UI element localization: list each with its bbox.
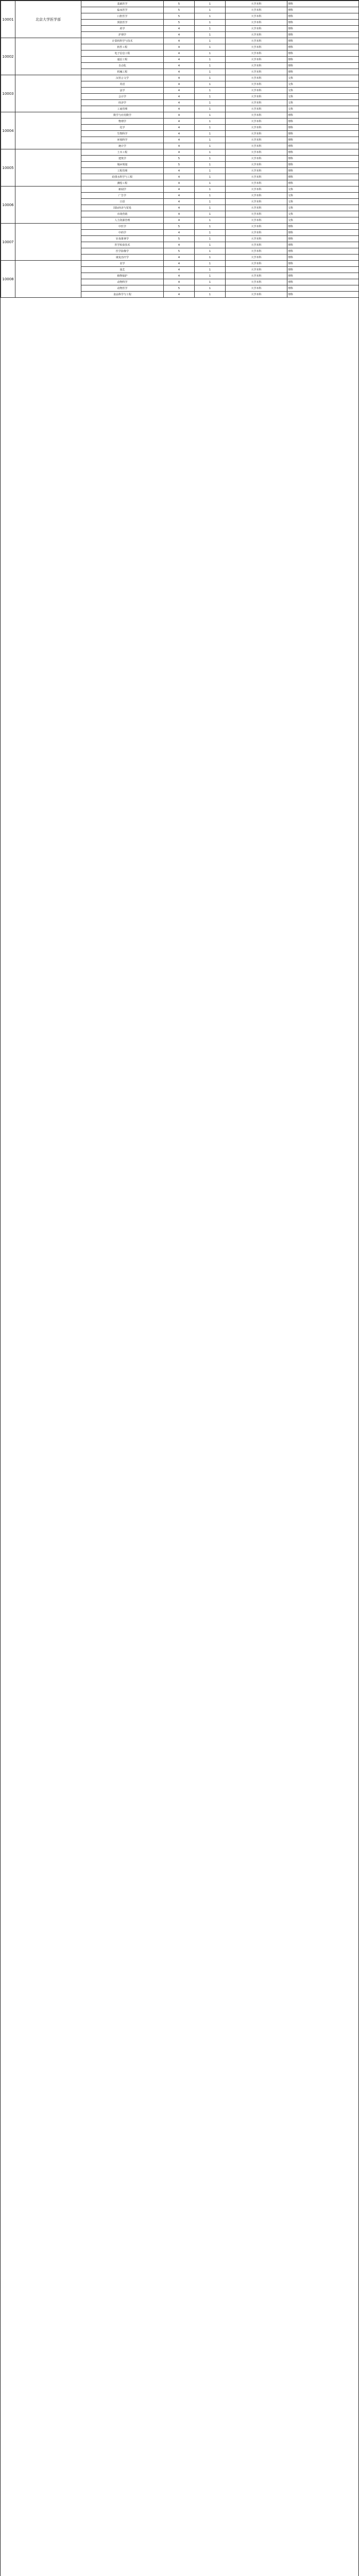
count: 1: [195, 174, 226, 180]
major-name: 动物科学: [81, 279, 164, 285]
note: 文科: [287, 94, 359, 100]
major-name: 给排水科学与工程: [81, 174, 164, 180]
level: 大学本科: [226, 106, 287, 112]
duration: 4: [164, 100, 195, 106]
level: 大学本科: [226, 217, 287, 224]
major-name: 人力资源管理: [81, 217, 164, 224]
major-name: 化学: [81, 125, 164, 131]
count: 1: [195, 7, 226, 13]
major-name: 医学检验技术: [81, 242, 164, 248]
duration: 5: [164, 248, 195, 255]
duration: 4: [164, 57, 195, 63]
duration: 5: [164, 162, 195, 168]
count: 1: [195, 20, 226, 26]
note: 文科: [287, 75, 359, 81]
level: 大学本科: [226, 26, 287, 32]
major-name: 土木工程: [81, 149, 164, 156]
level: 大学本科: [226, 75, 287, 81]
count: 1: [195, 187, 226, 193]
duration: 5: [164, 20, 195, 26]
note: 理科: [287, 143, 359, 149]
level: 大学本科: [226, 187, 287, 193]
note: 文科: [287, 193, 359, 199]
note: 理科: [287, 292, 359, 298]
school-code: 10004: [1, 112, 15, 149]
count: 1: [195, 255, 226, 261]
duration: 4: [164, 180, 195, 187]
major-name: 食品科学与工程: [81, 292, 164, 298]
count: 1: [195, 279, 226, 285]
major-name: 自动化: [81, 63, 164, 69]
count: 1: [195, 211, 226, 217]
duration: 4: [164, 205, 195, 211]
duration: 4: [164, 143, 195, 149]
school-code: 10006: [1, 187, 15, 224]
major-name: 植物保护: [81, 273, 164, 279]
table-row: [1, 1, 359, 7]
level: 大学本科: [226, 81, 287, 88]
major-name: 计算机科学与技术: [81, 38, 164, 44]
note: 理科: [287, 44, 359, 50]
duration: 4: [164, 193, 195, 199]
school-code: 10001: [1, 1, 15, 38]
count: 1: [195, 81, 226, 88]
duration: 4: [164, 118, 195, 125]
duration: 5: [164, 156, 195, 162]
level: 大学本科: [226, 118, 287, 125]
count: 1: [195, 143, 226, 149]
duration: 4: [164, 230, 195, 236]
duration: 4: [164, 273, 195, 279]
level: 大学本科: [226, 125, 287, 131]
count: 1: [195, 285, 226, 292]
table-row: [1, 75, 359, 81]
count: 1: [195, 75, 226, 81]
major-name: 市场营销: [81, 211, 164, 217]
count: 1: [195, 230, 226, 236]
duration: 4: [164, 26, 195, 32]
count: 1: [195, 248, 226, 255]
major-name: 数学与应用数学: [81, 112, 164, 118]
level: 大学本科: [226, 44, 287, 50]
level: 大学本科: [226, 242, 287, 248]
count: 1: [195, 44, 226, 50]
duration: 4: [164, 217, 195, 224]
major-name: 经济学: [81, 100, 164, 106]
level: 大学本科: [226, 279, 287, 285]
major-name: 中药学: [81, 230, 164, 236]
count: 1: [195, 137, 226, 143]
note: 理科: [287, 57, 359, 63]
duration: 4: [164, 44, 195, 50]
level: 大学本科: [226, 7, 287, 13]
table-row: [1, 149, 359, 156]
note: 理科: [287, 38, 359, 44]
school-name: [15, 187, 81, 224]
school-name: [15, 224, 81, 261]
school-name: [15, 38, 81, 75]
duration: 4: [164, 187, 195, 193]
major-name: 电子信息工程: [81, 50, 164, 57]
duration: 4: [164, 32, 195, 38]
count: 1: [195, 156, 226, 162]
major-name: 药学: [81, 26, 164, 32]
note: 理科: [287, 180, 359, 187]
level: 大学本科: [226, 292, 287, 298]
note: 文科: [287, 211, 359, 217]
major-name: 物理学: [81, 118, 164, 125]
count: 1: [195, 26, 226, 32]
level: 大学本科: [226, 205, 287, 211]
school-code: 10007: [1, 224, 15, 261]
level: 大学本科: [226, 69, 287, 75]
major-name: 会计学: [81, 94, 164, 100]
duration: 4: [164, 267, 195, 273]
table-row: [1, 112, 359, 118]
level: 大学本科: [226, 180, 287, 187]
count: 1: [195, 217, 226, 224]
note: 理科: [287, 156, 359, 162]
note: 理科: [287, 13, 359, 20]
note: 理科: [287, 50, 359, 57]
count: 1: [195, 273, 226, 279]
major-name: 国际经济与贸易: [81, 205, 164, 211]
table-body: [1, 1, 359, 298]
major-name: 农学: [81, 261, 164, 267]
major-name: 通信工程: [81, 57, 164, 63]
level: 大学本科: [226, 94, 287, 100]
major-name: 广告学: [81, 193, 164, 199]
level: 大学本科: [226, 50, 287, 57]
school-name: [15, 75, 81, 112]
duration: 4: [164, 106, 195, 112]
major-name: 建筑学: [81, 156, 164, 162]
count: 1: [195, 242, 226, 248]
major-name: 日语: [81, 199, 164, 205]
major-name: 汉语言文学: [81, 75, 164, 81]
major-name: 法学: [81, 88, 164, 94]
note: 理科: [287, 63, 359, 69]
count: 1: [195, 63, 226, 69]
count: 1: [195, 57, 226, 63]
note: 理科: [287, 279, 359, 285]
duration: 4: [164, 112, 195, 118]
major-name: 医学影像学: [81, 248, 164, 255]
duration: 4: [164, 69, 195, 75]
major-name: 中医学: [81, 224, 164, 230]
duration: 4: [164, 199, 195, 205]
duration: 4: [164, 125, 195, 131]
note: 理科: [287, 248, 359, 255]
note: 理科: [287, 236, 359, 242]
note: 理科: [287, 7, 359, 13]
level: 大学本科: [226, 13, 287, 20]
note: 理科: [287, 285, 359, 292]
level: 大学本科: [226, 248, 287, 255]
count: 1: [195, 1, 226, 7]
duration: 4: [164, 63, 195, 69]
count: 1: [195, 149, 226, 156]
level: 大学本科: [226, 131, 287, 137]
note: 理科: [287, 168, 359, 174]
major-name: 生物科学: [81, 131, 164, 137]
level: 大学本科: [226, 285, 287, 292]
count: 1: [195, 118, 226, 125]
note: 理科: [287, 125, 359, 131]
duration: 4: [164, 50, 195, 57]
note: 理科: [287, 118, 359, 125]
duration: 4: [164, 94, 195, 100]
count: 1: [195, 168, 226, 174]
duration: 4: [164, 137, 195, 143]
count: 1: [195, 106, 226, 112]
major-name: 护理学: [81, 32, 164, 38]
note: 理科: [287, 230, 359, 236]
school-name: [15, 149, 81, 187]
duration: 4: [164, 255, 195, 261]
duration: 5: [164, 285, 195, 292]
duration: 4: [164, 279, 195, 285]
table-row: [1, 261, 359, 267]
count: 1: [195, 199, 226, 205]
level: 大学本科: [226, 100, 287, 106]
note: 文科: [287, 100, 359, 106]
level: 大学本科: [226, 230, 287, 236]
note: 文科: [287, 205, 359, 211]
note: 理科: [287, 32, 359, 38]
count: 1: [195, 100, 226, 106]
duration: 4: [164, 261, 195, 267]
level: 大学本科: [226, 255, 287, 261]
count: 1: [195, 125, 226, 131]
count: 1: [195, 13, 226, 20]
note: 理科: [287, 174, 359, 180]
level: 大学本科: [226, 143, 287, 149]
major-name: 预防医学: [81, 20, 164, 26]
note: 文科: [287, 199, 359, 205]
major-name: 针灸推拿学: [81, 236, 164, 242]
table-row: [1, 224, 359, 230]
level: 大学本科: [226, 156, 287, 162]
table-row: [1, 187, 359, 193]
school-name: [15, 112, 81, 149]
count: 1: [195, 180, 226, 187]
duration: 5: [164, 224, 195, 230]
note: 理科: [287, 69, 359, 75]
major-name: 康复治疗学: [81, 255, 164, 261]
count: 1: [195, 50, 226, 57]
note: 理科: [287, 273, 359, 279]
level: 大学本科: [226, 267, 287, 273]
level: 大学本科: [226, 224, 287, 230]
count: 1: [195, 267, 226, 273]
duration: 4: [164, 75, 195, 81]
level: 大学本科: [226, 38, 287, 44]
duration: 4: [164, 292, 195, 298]
note: 理科: [287, 26, 359, 32]
count: 1: [195, 38, 226, 44]
major-name: 软件工程: [81, 44, 164, 50]
level: 大学本科: [226, 162, 287, 168]
school-name: 北京大学医学部: [15, 1, 81, 38]
count: 1: [195, 162, 226, 168]
duration: 4: [164, 131, 195, 137]
major-name: 测绘工程: [81, 180, 164, 187]
major-name: 工程管理: [81, 168, 164, 174]
count: 1: [195, 224, 226, 230]
note: 文科: [287, 81, 359, 88]
duration: 4: [164, 168, 195, 174]
major-name: 动物医学: [81, 285, 164, 292]
duration: 4: [164, 149, 195, 156]
major-name: 临床医学: [81, 7, 164, 13]
note: 理科: [287, 267, 359, 273]
note: 文科: [287, 106, 359, 112]
level: 大学本科: [226, 63, 287, 69]
note: 文科: [287, 217, 359, 224]
level: 大学本科: [226, 32, 287, 38]
school-code: 10005: [1, 149, 15, 187]
school-code: 10003: [1, 75, 15, 112]
count: 1: [195, 193, 226, 199]
major-name: 口腔医学: [81, 13, 164, 20]
duration: 4: [164, 242, 195, 248]
duration: 5: [164, 7, 195, 13]
note: 理科: [287, 242, 359, 248]
note: 理科: [287, 20, 359, 26]
count: 1: [195, 236, 226, 242]
major-name: 园艺: [81, 267, 164, 273]
count: 1: [195, 205, 226, 211]
note: 理科: [287, 224, 359, 230]
note: 理科: [287, 112, 359, 118]
school-code: 10008: [1, 261, 15, 298]
major-name: 机械工程: [81, 69, 164, 75]
level: 大学本科: [226, 211, 287, 217]
level: 大学本科: [226, 236, 287, 242]
major-name: 城乡规划: [81, 162, 164, 168]
count: 1: [195, 88, 226, 94]
table-row: [1, 38, 359, 44]
level: 大学本科: [226, 112, 287, 118]
level: 大学本科: [226, 57, 287, 63]
note: 理科: [287, 261, 359, 267]
duration: 5: [164, 236, 195, 242]
count: 1: [195, 32, 226, 38]
school-code: 10002: [1, 38, 15, 75]
note: 理科: [287, 162, 359, 168]
level: 大学本科: [226, 193, 287, 199]
note: 理科: [287, 149, 359, 156]
count: 1: [195, 69, 226, 75]
count: 1: [195, 292, 226, 298]
level: 大学本科: [226, 273, 287, 279]
note: 理科: [287, 255, 359, 261]
level: 大学本科: [226, 261, 287, 267]
note: 文科: [287, 88, 359, 94]
duration: 5: [164, 13, 195, 20]
level: 大学本科: [226, 149, 287, 156]
level: 大学本科: [226, 174, 287, 180]
major-name: 新闻学: [81, 187, 164, 193]
level: 大学本科: [226, 1, 287, 7]
major-name: 工商管理: [81, 106, 164, 112]
count: 1: [195, 94, 226, 100]
duration: 4: [164, 88, 195, 94]
note: 理科: [287, 137, 359, 143]
level: 大学本科: [226, 168, 287, 174]
level: 大学本科: [226, 88, 287, 94]
note: 理科: [287, 1, 359, 7]
note: 理科: [287, 131, 359, 137]
duration: 4: [164, 81, 195, 88]
level: 大学本科: [226, 199, 287, 205]
duration: 4: [164, 38, 195, 44]
major-name: 英语: [81, 81, 164, 88]
level: 大学本科: [226, 137, 287, 143]
count: 1: [195, 112, 226, 118]
count: 1: [195, 131, 226, 137]
count: 1: [195, 261, 226, 267]
major-name: 环境科学: [81, 137, 164, 143]
school-name: [15, 261, 81, 298]
duration: 4: [164, 174, 195, 180]
major-name: 基础医学: [81, 1, 164, 7]
note: 文科: [287, 187, 359, 193]
major-name: 统计学: [81, 143, 164, 149]
duration: 4: [164, 211, 195, 217]
level: 大学本科: [226, 20, 287, 26]
duration: 5: [164, 1, 195, 7]
